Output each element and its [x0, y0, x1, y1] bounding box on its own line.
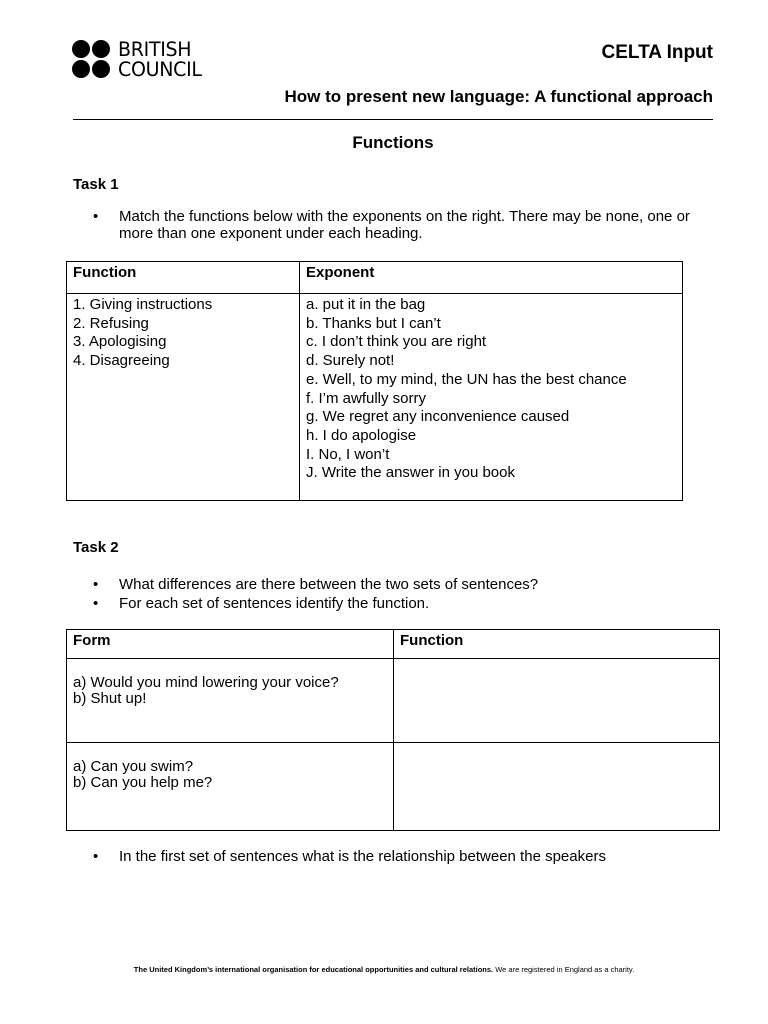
header-divider — [73, 119, 713, 120]
task2-bullet: • What differences are there between the two sets of sentences? — [93, 576, 733, 593]
task1-bullets — [93, 208, 713, 242]
exponent-item: f. I’m awfully sorry — [306, 389, 427, 407]
section-title: Functions — [352, 133, 434, 152]
exponent-item: e. Well, to my mind, the UN has the best chance — [306, 370, 627, 388]
exponent-item: a. put it in the bag — [306, 296, 426, 313]
task2-form-cell — [67, 743, 394, 831]
course-title: CELTA Input — [601, 42, 713, 63]
form-sentence: b) Can you help me? — [73, 774, 213, 791]
exponent-item: h. I do apologise — [306, 426, 417, 444]
exponent-item: c. I don’t think you are right — [306, 333, 487, 351]
exponent-item: d. Surely not! — [306, 352, 395, 370]
session-title: How to present new language: A functional approach — [284, 87, 713, 106]
task1-heading: Task 1 — [73, 176, 119, 193]
footer — [0, 965, 768, 974]
form-sentence: a) Would you mind lowering your voice? — [73, 674, 339, 691]
task2-table — [66, 629, 720, 831]
exponent-item: g. We regret any inconvenience caused — [306, 408, 570, 426]
function-item: 4. Disagreeing — [73, 352, 170, 370]
task2-form-cell — [67, 659, 394, 743]
function-item: 1. Giving instructions — [73, 296, 213, 313]
task2-bullets — [93, 576, 733, 612]
task1-exponents-cell — [300, 294, 683, 501]
task2-followup-bullet: • In the first set of sentences what is the relationship between the speakers — [93, 848, 733, 865]
exponent-item: I. No, I won’t — [306, 445, 390, 463]
task2-header-function: Function — [394, 630, 720, 659]
function-item: 2. Refusing — [73, 314, 149, 332]
british-council-logo — [72, 37, 212, 81]
logo-dots-icon — [72, 40, 112, 80]
exponent-item: b. Thanks but I can’t — [306, 314, 441, 332]
task1-table — [66, 261, 683, 501]
exponent-item: J. Write the answer in you book — [306, 464, 515, 482]
task2-heading: Task 2 — [73, 539, 119, 556]
footer-text: We are registered in England as a charity. — [493, 965, 635, 974]
logo-wordmark: BRITISH COUNCIL — [118, 37, 202, 81]
task1-functions-cell — [67, 294, 300, 501]
form-sentence: a) Can you swim? — [73, 758, 194, 775]
task1-header-exponent: Exponent — [300, 262, 683, 294]
task2-function-answer-cell[interactable] — [394, 659, 720, 743]
task1-header-function: Function — [67, 262, 300, 294]
task2-followup-bullets — [93, 848, 733, 865]
footer-bold-text: The United Kingdom’s international organisation for educational opportunities and cultural relations. — [133, 965, 494, 974]
task1-bullet: • Match the functions below with the exponents on the right. There may be none, one or more than one exponent under each heading. — [93, 208, 713, 242]
task2-header-form: Form — [67, 630, 394, 659]
task2-bullet: • For each set of sentences identify the function. — [93, 595, 733, 612]
function-item: 3. Apologising — [73, 333, 167, 351]
task2-function-answer-cell[interactable] — [394, 743, 720, 831]
form-sentence: b) Shut up! — [73, 690, 147, 707]
